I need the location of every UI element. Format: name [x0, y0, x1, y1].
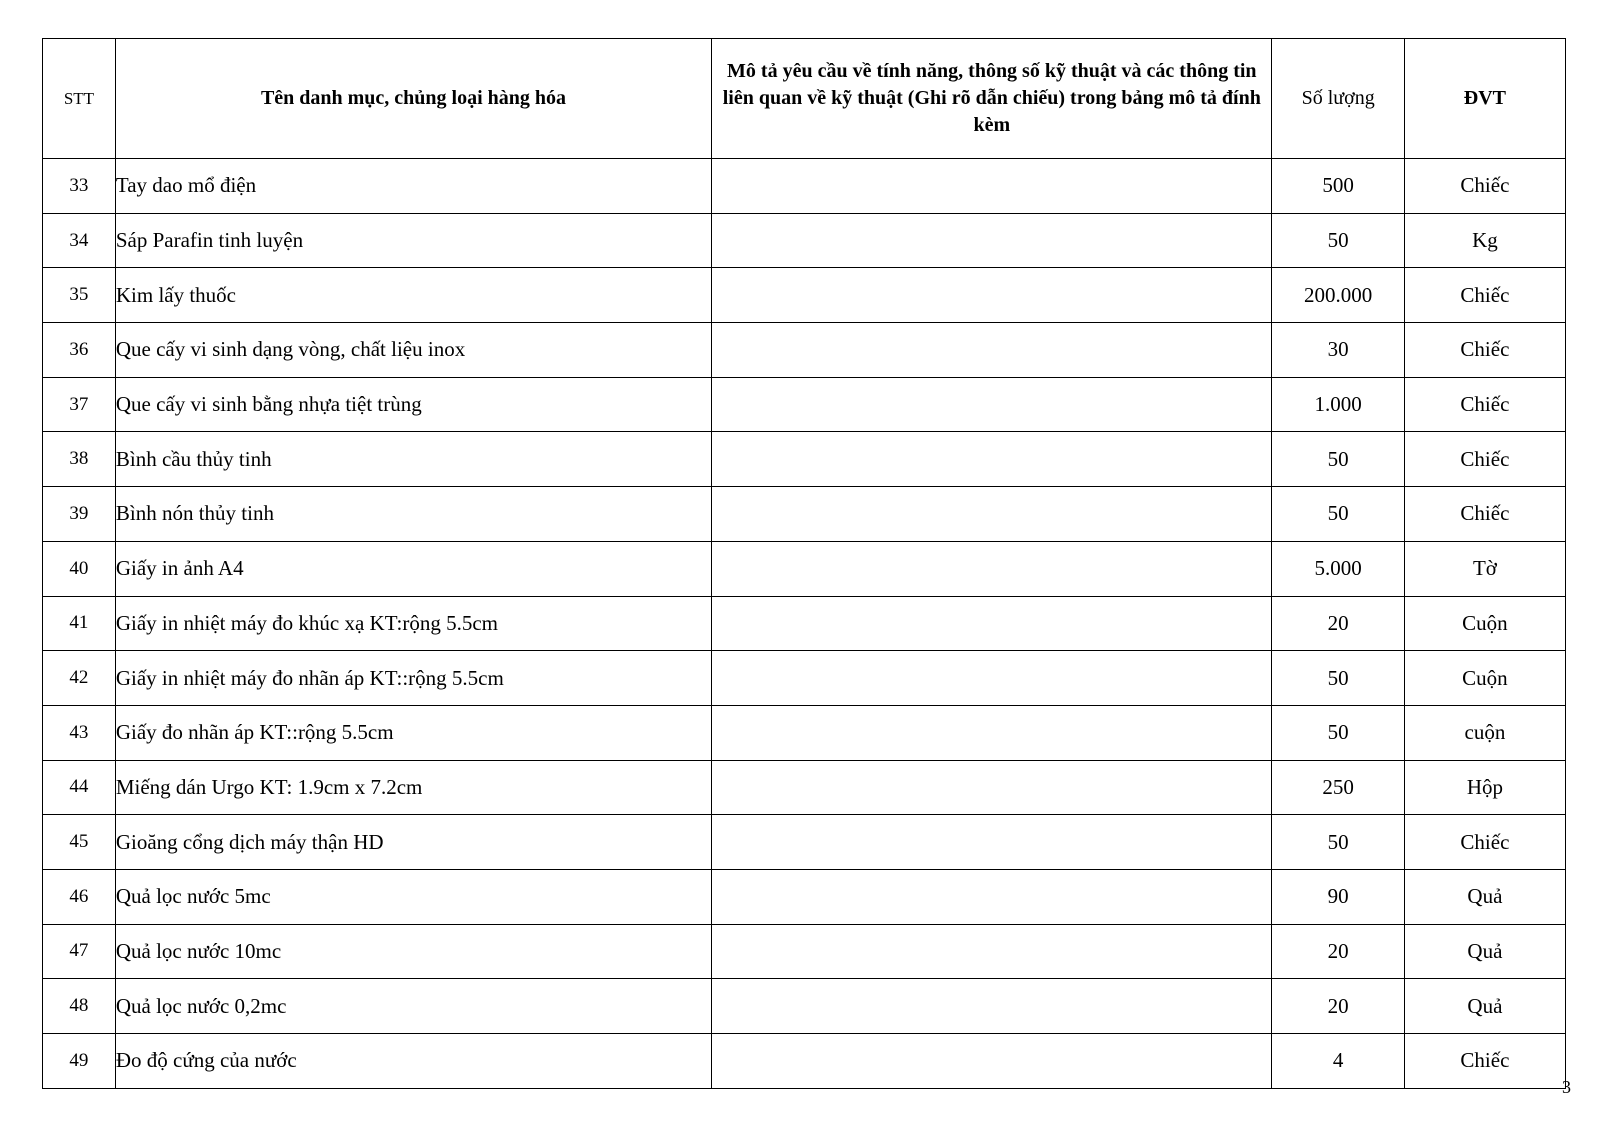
table-row — [43, 869, 1566, 924]
row-quantity: 50 — [1272, 213, 1404, 268]
table-row — [43, 541, 1566, 596]
row-description — [712, 979, 1272, 1034]
row-description — [712, 377, 1272, 432]
table-row — [43, 924, 1566, 979]
row-unit: Quả — [1404, 979, 1565, 1034]
table-row — [43, 377, 1566, 432]
row-stt: 42 — [43, 651, 116, 706]
table-row — [43, 1034, 1566, 1089]
goods-table — [42, 38, 1566, 1089]
row-quantity: 30 — [1272, 323, 1404, 378]
row-unit: Chiếc — [1404, 323, 1565, 378]
row-quantity: 1.000 — [1272, 377, 1404, 432]
row-stt: 38 — [43, 432, 116, 487]
table-row — [43, 815, 1566, 870]
row-unit: Cuộn — [1404, 651, 1565, 706]
row-unit: Chiếc — [1404, 815, 1565, 870]
row-stt: 35 — [43, 268, 116, 323]
table-row — [43, 213, 1566, 268]
row-description — [712, 596, 1272, 651]
row-unit: Quả — [1404, 924, 1565, 979]
header-stt: STT — [43, 39, 116, 159]
row-description — [712, 213, 1272, 268]
row-description — [712, 541, 1272, 596]
row-description — [712, 924, 1272, 979]
row-description — [712, 869, 1272, 924]
row-stt: 44 — [43, 760, 116, 815]
row-item-name: Giấy in nhiệt máy đo khúc xạ KT:rộng 5.5cm — [115, 596, 711, 651]
row-unit: Chiếc — [1404, 268, 1565, 323]
row-quantity: 50 — [1272, 487, 1404, 542]
row-item-name: Quả lọc nước 10mc — [115, 924, 711, 979]
row-item-name: Sáp Parafin tinh luyện — [115, 213, 711, 268]
table-row — [43, 596, 1566, 651]
row-unit: Chiếc — [1404, 487, 1565, 542]
row-quantity: 4 — [1272, 1034, 1404, 1089]
table-row — [43, 651, 1566, 706]
row-item-name: Giấy đo nhãn áp KT::rộng 5.5cm — [115, 705, 711, 760]
row-description — [712, 651, 1272, 706]
row-unit: Cuộn — [1404, 596, 1565, 651]
row-unit: Kg — [1404, 213, 1565, 268]
row-description — [712, 432, 1272, 487]
row-unit: Chiếc — [1404, 432, 1565, 487]
row-quantity: 500 — [1272, 159, 1404, 214]
row-stt: 41 — [43, 596, 116, 651]
row-description — [712, 487, 1272, 542]
row-description — [712, 159, 1272, 214]
row-item-name: Đo độ cứng của nước — [115, 1034, 711, 1089]
row-description — [712, 760, 1272, 815]
page-number: 3 — [1562, 1077, 1571, 1097]
row-quantity: 250 — [1272, 760, 1404, 815]
row-unit: Chiếc — [1404, 377, 1565, 432]
table-row — [43, 268, 1566, 323]
row-description — [712, 815, 1272, 870]
header-quantity: Số lượng — [1272, 39, 1404, 159]
row-unit: Tờ — [1404, 541, 1565, 596]
row-stt: 47 — [43, 924, 116, 979]
row-stt: 43 — [43, 705, 116, 760]
row-stt: 39 — [43, 487, 116, 542]
table-row — [43, 487, 1566, 542]
row-item-name: Giấy in nhiệt máy đo nhãn áp KT::rộng 5.5cm — [115, 651, 711, 706]
row-stt: 48 — [43, 979, 116, 1034]
row-quantity: 50 — [1272, 432, 1404, 487]
table-row — [43, 979, 1566, 1034]
row-unit: Chiếc — [1404, 1034, 1565, 1089]
header-description: Mô tả yêu cầu về tính năng, thông số kỹ thuật và các thông tin liên quan về kỹ thuật (Ghi rõ dẫn chiếu) trong bảng mô tả đính kèm — [712, 39, 1272, 159]
table-row — [43, 432, 1566, 487]
row-stt: 34 — [43, 213, 116, 268]
row-quantity: 20 — [1272, 596, 1404, 651]
row-quantity: 5.000 — [1272, 541, 1404, 596]
row-item-name: Quả lọc nước 0,2mc — [115, 979, 711, 1034]
row-item-name: Bình nón thủy tinh — [115, 487, 711, 542]
row-item-name: Bình cầu thủy tinh — [115, 432, 711, 487]
row-item-name: Gioăng cổng dịch máy thận HD — [115, 815, 711, 870]
row-description — [712, 268, 1272, 323]
row-quantity: 20 — [1272, 979, 1404, 1034]
row-stt: 40 — [43, 541, 116, 596]
row-stt: 37 — [43, 377, 116, 432]
header-item-name: Tên danh mục, chủng loại hàng hóa — [115, 39, 711, 159]
row-stt: 46 — [43, 869, 116, 924]
table-row — [43, 705, 1566, 760]
row-stt: 33 — [43, 159, 116, 214]
row-stt: 49 — [43, 1034, 116, 1089]
row-unit: cuộn — [1404, 705, 1565, 760]
row-item-name: Miếng dán Urgo KT: 1.9cm x 7.2cm — [115, 760, 711, 815]
header-row — [43, 39, 1566, 159]
row-description — [712, 323, 1272, 378]
row-item-name: Kim lấy thuốc — [115, 268, 711, 323]
row-quantity: 50 — [1272, 815, 1404, 870]
row-item-name: Que cấy vi sinh dạng vòng, chất liệu inox — [115, 323, 711, 378]
table-row — [43, 323, 1566, 378]
row-quantity: 50 — [1272, 705, 1404, 760]
row-quantity: 90 — [1272, 869, 1404, 924]
row-description — [712, 1034, 1272, 1089]
table-row — [43, 760, 1566, 815]
row-item-name: Quả lọc nước 5mc — [115, 869, 711, 924]
row-unit: Chiếc — [1404, 159, 1565, 214]
row-description — [712, 705, 1272, 760]
row-item-name: Que cấy vi sinh bằng nhựa tiệt trùng — [115, 377, 711, 432]
row-item-name: Tay dao mổ điện — [115, 159, 711, 214]
row-unit: Hộp — [1404, 760, 1565, 815]
row-quantity: 50 — [1272, 651, 1404, 706]
row-item-name: Giấy in ảnh A4 — [115, 541, 711, 596]
row-stt: 36 — [43, 323, 116, 378]
row-quantity: 20 — [1272, 924, 1404, 979]
row-quantity: 200.000 — [1272, 268, 1404, 323]
table-row — [43, 159, 1566, 214]
header-unit: ĐVT — [1404, 39, 1565, 159]
row-stt: 45 — [43, 815, 116, 870]
row-unit: Quả — [1404, 869, 1565, 924]
